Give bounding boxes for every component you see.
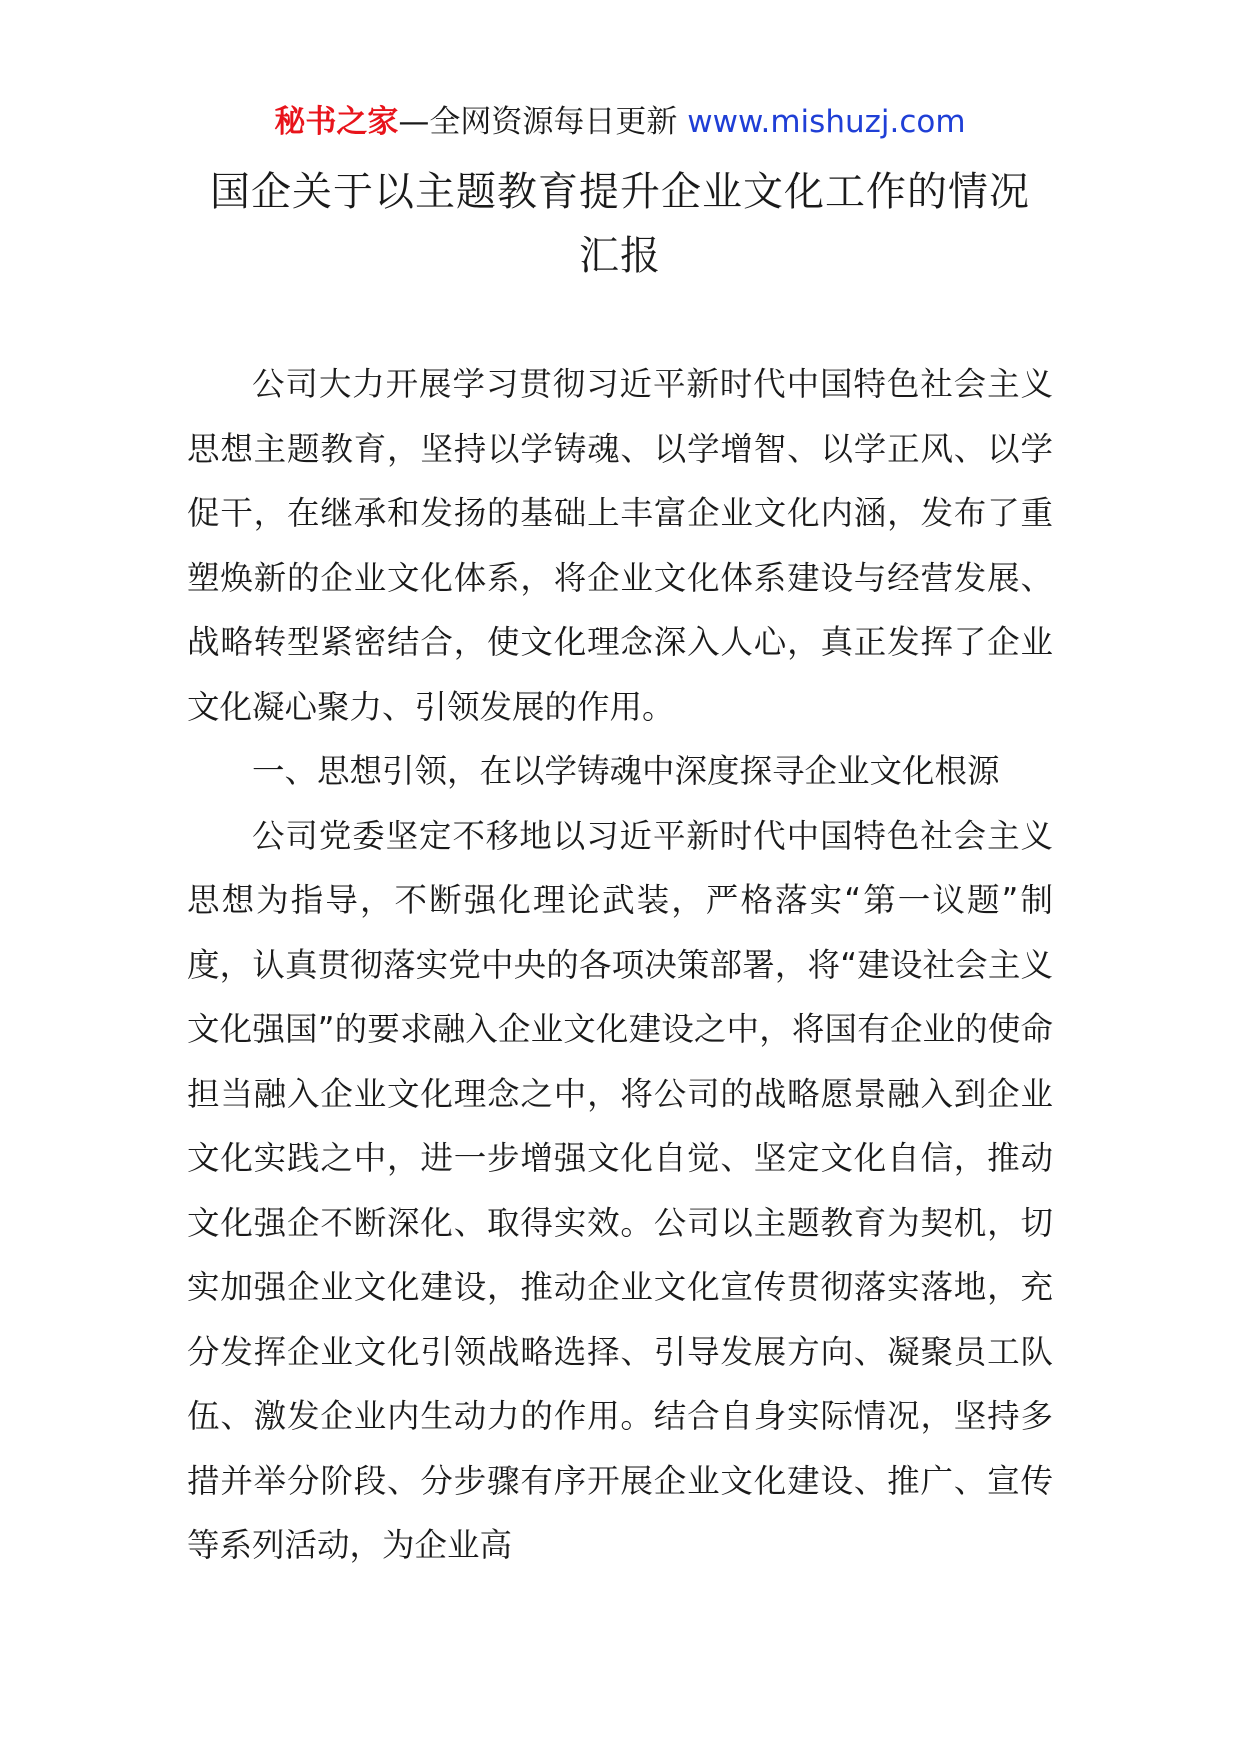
document-body bbox=[187, 352, 1053, 1578]
watermark-brand: 秘书之家 bbox=[274, 104, 399, 140]
paragraph-intro: 公司大力开展学习贯彻习近平新时代中国特色社会主义思想主题教育，坚持以学铸魂、以学增智、以学正风、以学促干，在继承和发扬的基础上丰富企业文化内涵，发布了重塑焕新的企业文化体系，将企业文化体系建设与经营发展、战略转型紧密结合，使文化理念深入人心，真正发挥了企业文化凝心聚力、引领发展的作用。 bbox=[187, 365, 1053, 726]
watermark-header bbox=[0, 100, 1240, 144]
title-line-2: 汇报 bbox=[579, 233, 661, 279]
document-title bbox=[150, 160, 1090, 288]
watermark-slogan: —全网资源每日更新 bbox=[398, 104, 678, 140]
title-line-1: 国企关于以主题教育提升企业文化工作的情况 bbox=[210, 169, 1030, 215]
watermark-url[interactable]: www.mishuzj.com bbox=[687, 104, 966, 140]
paragraph-section-1: 公司党委坚定不移地以习近平新时代中国特色社会主义思想为指导，不断强化理论武装，严格落实“第一议题”制度，认真贯彻落实党中央的各项决策部署，将“建设社会主义文化强国”的要求融入企业文化建设之中，将国有企业的使命担当融入企业文化理念之中，将公司的战略愿景融入到企业文化实践之中，进一步增强文化自觉、坚定文化自信，推动文化强企不断深化、取得实效。公司以主题教育为契机，切实加强企业文化建设，推动企业文化宣传贯彻落实落地，充分发挥企业文化引领战略选择、引导发展方向、凝聚员工队伍、激发企业内生动力的作用。结合自身实际情况，坚持多措并举分阶段、分步骤有序开展企业文化建设、推广、宣传等系列活动，为企业高 bbox=[187, 816, 1053, 1564]
section-heading-1: 一、思想引领，在以学铸魂中深度探寻企业文化根源 bbox=[252, 752, 1000, 790]
